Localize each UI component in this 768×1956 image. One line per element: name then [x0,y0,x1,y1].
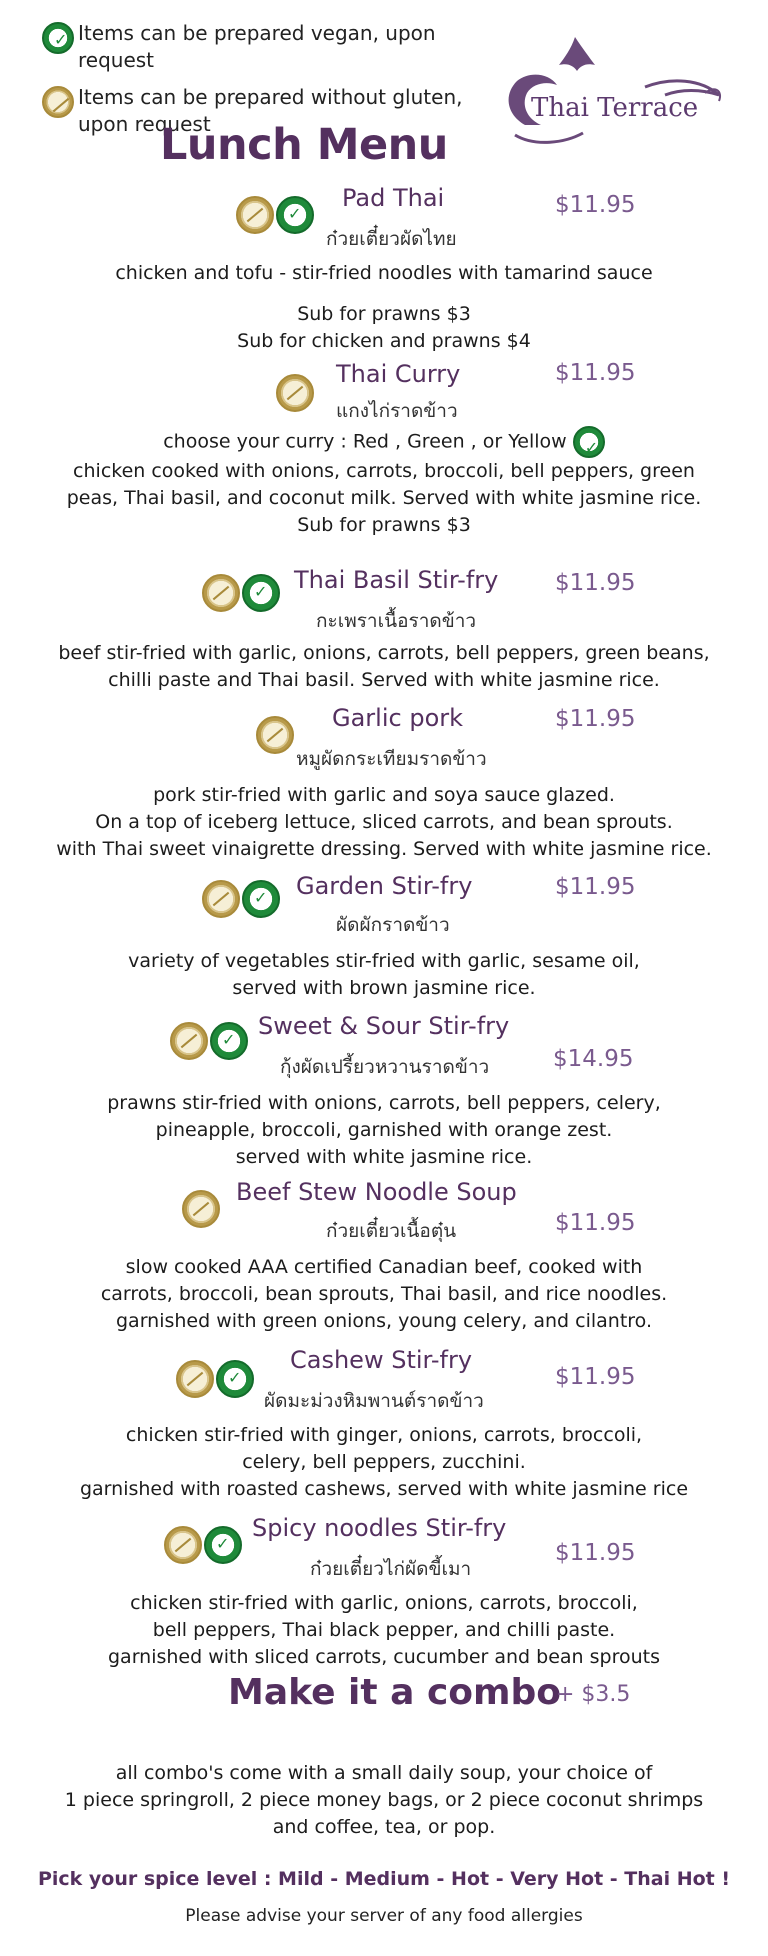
item-price: $11.95 [555,1540,636,1566]
combo-price: + $3.5 [556,1682,631,1707]
desc-line: celery, bell peppers, zucchini. [242,1451,526,1473]
item-name: Garlic pork [332,704,464,732]
item-price: $11.95 [555,706,636,732]
item-price: $11.95 [555,360,636,386]
gluten-free-badge-icon [164,1526,202,1564]
desc-line [0,426,768,458]
desc-line: served with brown jasmine rice. [232,977,536,999]
item-name: Cashew Stir-fry [290,1346,473,1374]
item-badges [276,374,314,412]
vegan-friendly-badge-icon [204,1526,242,1564]
item-name: Sweet & Sour Stir-fry [258,1012,510,1040]
gluten-free-badge-icon [42,86,74,118]
desc-line: chicken stir-fried with garlic, onions, carrots, broccoli, [130,1592,638,1614]
logo-text: Thai Terrace [531,93,699,123]
desc-line: served with white jasmine rice. [235,1146,533,1168]
item-thai-name: แกงไก่ราดข้าว [336,400,458,422]
item-thai-name: ผัดมะม่วงหิมพานต์ราดข้าว [264,1390,484,1412]
item-badges [202,880,280,918]
item-thai-name: กะเพราเนื้อราดข้าว [316,610,477,632]
desc-line: peas, Thai basil, and coconut milk. Served with white jasmine rice. [66,487,702,509]
gluten-free-badge-icon [176,1360,214,1398]
item-badges [170,1022,248,1060]
desc-line: 1 piece springroll, 2 piece money bags, or 2 piece coconut shrimps [64,1789,704,1811]
item-price: $11.95 [555,874,636,900]
item-badges [202,574,280,612]
vegan-friendly-badge-icon [42,22,74,54]
spice-level-note: Pick your spice level : Mild - Medium - Hot - Very Hot - Thai Hot ! [37,1868,731,1890]
item-description [0,1590,768,1671]
page-title: Lunch Menu [160,120,448,170]
item-description [0,640,768,694]
desc-line: bell peppers, Thai black pepper, and chilli paste. [152,1619,616,1641]
desc-line: garnished with green onions, young celery, and cilantro. [115,1310,653,1332]
item-name: Pad Thai [342,184,445,212]
item-name: Thai Curry [336,360,461,388]
vegan-friendly-badge-icon [242,880,280,918]
gluten-free-badge-icon [256,716,294,754]
desc-line: Sub for chicken and prawns $4 [237,330,531,352]
desc-line: Sub for prawns $3 [297,303,471,325]
combo-description [0,1760,768,1841]
item-name: Spicy noodles Stir-fry [252,1514,507,1542]
vegan-friendly-badge-icon [276,196,314,234]
desc-spacer [0,287,768,301]
vegan-friendly-badge-icon [210,1022,248,1060]
desc-line: garnished with sliced carrots, cucumber and bean sprouts [107,1646,660,1668]
desc-line: prawns stir-fried with onions, carrots, bell peppers, celery, [107,1092,661,1114]
legend-gluten-line1: Items can be prepared without gluten, [78,85,463,109]
item-thai-name: ก๋วยเตี๋ยวผัดไทย [326,228,457,250]
item-thai-name: กุ้งผัดเปรี้ยวหวานราดข้าว [280,1056,490,1078]
desc-line: chilli paste and Thai basil. Served with white jasmine rice. [108,669,660,691]
item-description [0,260,768,355]
legend-vegan-text: Items can be prepared vegan, upon request [78,21,436,72]
legend-vegan [42,20,508,74]
item-badges [164,1526,242,1564]
item-badges [256,716,294,754]
allergy-note: Please advise your server of any food allergies [185,1906,583,1926]
item-name: Thai Basil Stir-fry [294,566,499,594]
desc-line: chicken stir-fried with ginger, onions, carrots, broccoli, [125,1424,643,1446]
item-price: $14.95 [553,1046,634,1072]
desc-line: Sub for prawns $3 [297,514,471,536]
desc-line: beef stir-fried with garlic, onions, carrots, bell peppers, green beans, [58,642,710,664]
gluten-free-badge-icon [276,374,314,412]
gluten-free-badge-icon [236,196,274,234]
desc-line: all combo's come with a small daily soup, your choice of [115,1762,653,1784]
vegan-friendly-badge-icon [242,574,280,612]
gluten-free-badge-icon [182,1190,220,1228]
item-badges [236,196,314,234]
desc-line: slow cooked AAA certified Canadian beef, cooked with [125,1256,643,1278]
desc-line: chicken cooked with onions, carrots, broccoli, bell peppers, green [73,460,695,482]
vegan-friendly-badge-icon [573,426,605,458]
item-description [0,426,768,539]
item-description [0,1254,768,1335]
thai-terrace-logo [495,35,725,165]
desc-line: pork stir-fried with garlic and soya sauce glazed. [153,784,615,806]
item-price: $11.95 [555,192,636,218]
desc-line: variety of vegetables stir-fried with garlic, sesame oil, [128,950,640,972]
item-thai-name: ก๋วยเตี๋ยวไก่ผัดขี้เมา [310,1558,472,1580]
item-description [0,1090,768,1171]
combo-title: Make it a combo [228,1672,562,1713]
item-description [0,1422,768,1503]
item-badges [176,1360,254,1398]
gluten-free-badge-icon [202,574,240,612]
item-description [0,782,768,863]
desc-line: On a top of iceberg lettuce, sliced carrots, and bean sprouts. [95,811,673,833]
legend-gluten-line2: upon request [78,112,211,136]
item-thai-name: หมูผัดกระเทียมราดข้าว [296,748,487,770]
item-badges [182,1190,220,1228]
item-name: Garden Stir-fry [296,872,473,900]
item-price: $11.95 [555,570,636,596]
gluten-free-badge-icon [170,1022,208,1060]
desc-line: and coffee, tea, or pop. [272,1816,496,1838]
item-name: Beef Stew Noodle Soup [236,1178,517,1206]
vegan-friendly-badge-icon [216,1360,254,1398]
item-thai-name: ผัดผักราดข้าว [336,914,450,936]
desc-line: pineapple, broccoli, garnished with orange zest. [155,1119,613,1141]
desc-line: with Thai sweet vinaigrette dressing. Served with white jasmine rice. [56,838,712,860]
item-price: $11.95 [555,1210,636,1236]
gluten-free-badge-icon [202,880,240,918]
desc-line: garnished with roasted cashews, served with white jasmine rice [79,1478,689,1500]
item-thai-name: ก๋วยเตี๋ยวเนื้อตุ๋น [326,1220,457,1242]
curry-choice-text: choose your curry : Red , Green , or Yellow [163,430,567,453]
desc-line: carrots, broccoli, bean sprouts, Thai basil, and rice noodles. [100,1283,668,1305]
desc-line: chicken and tofu - stir-fried noodles with tamarind sauce [115,262,653,284]
item-description [0,948,768,1002]
item-price: $11.95 [555,1364,636,1390]
